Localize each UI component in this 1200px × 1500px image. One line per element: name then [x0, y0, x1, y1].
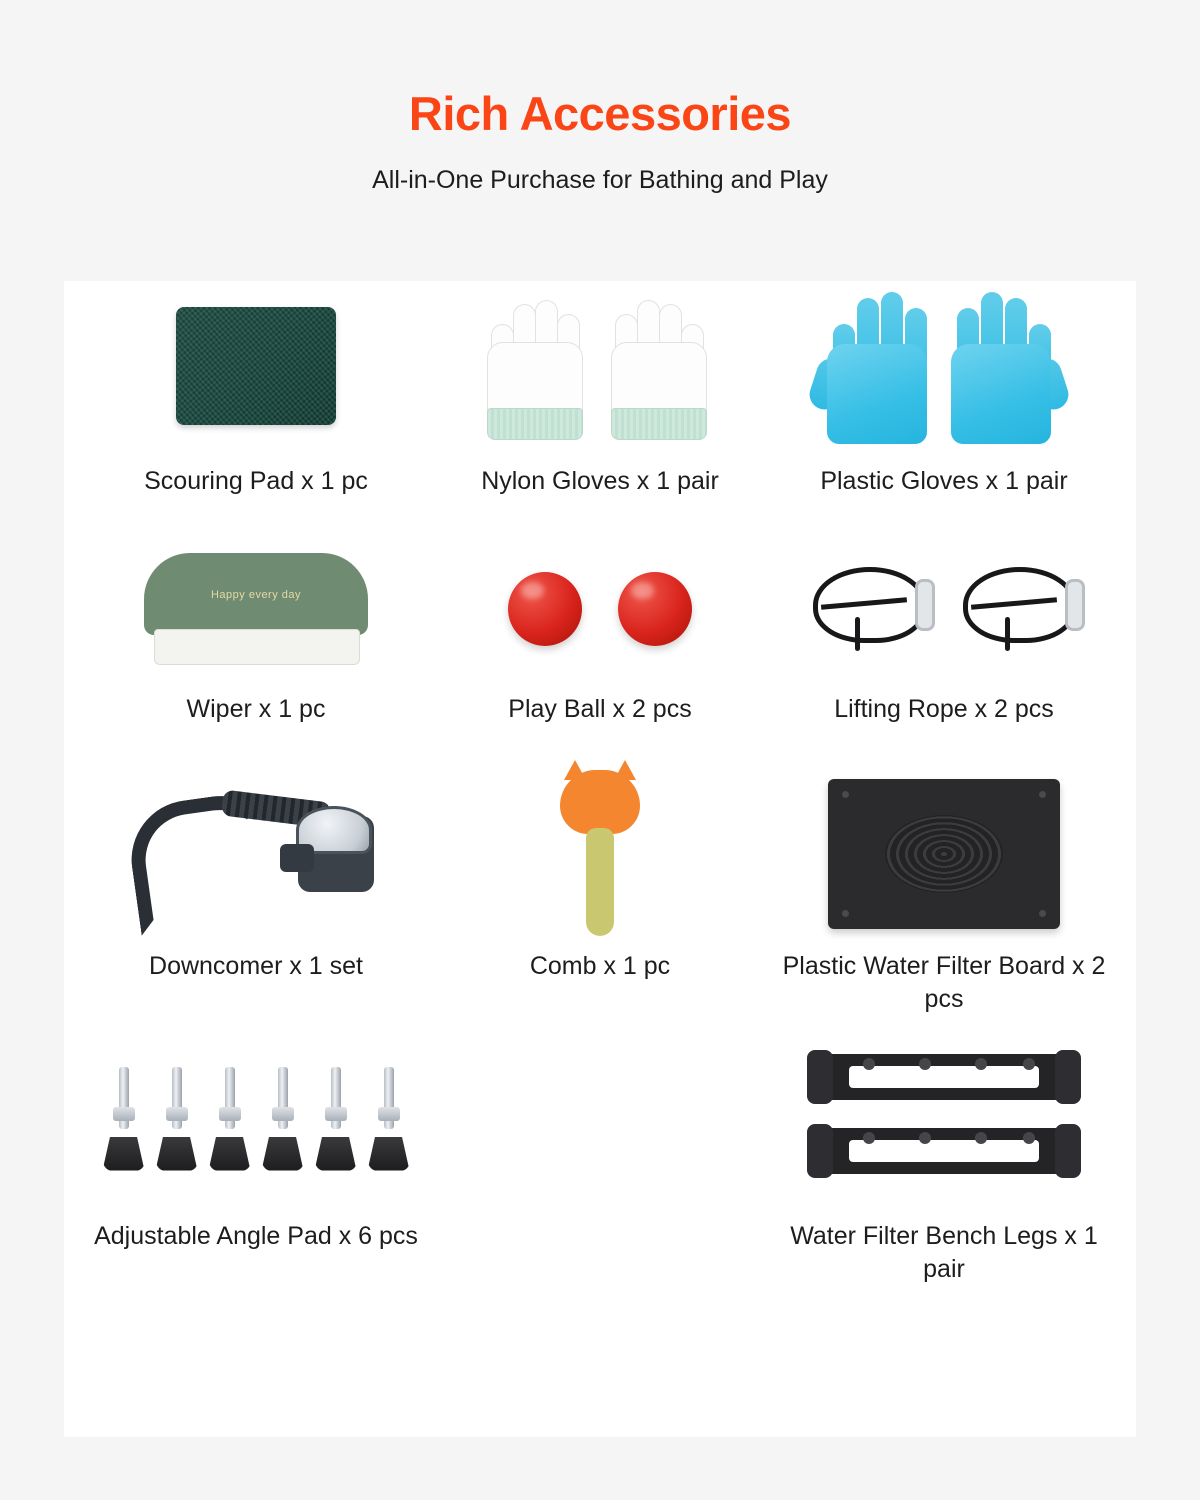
accessory-item-plastic-water-filter-board [772, 771, 1116, 1031]
water-filter-bench-legs-icon [780, 1031, 1108, 1206]
nylon-gloves-icon [436, 281, 764, 451]
lifting-rope-icon [780, 539, 1108, 679]
wiper-engraved-text: Happy every day [210, 589, 302, 601]
accessory-item-water-filter-bench-legs [772, 1031, 1116, 1331]
accessory-row-2 [64, 539, 1136, 771]
page-subtitle: All-in-One Purchase for Bathing and Play [372, 165, 828, 194]
accessory-caption: Play Ball x 2 pcs [508, 695, 692, 723]
page-title: Rich Accessories [408, 87, 792, 140]
accessory-item-wiper [84, 539, 428, 771]
accessory-caption: Water Filter Bench Legs x 1 pair [790, 1222, 1098, 1283]
downcomer-icon [92, 771, 420, 936]
wiper-icon [92, 539, 420, 679]
accessory-caption: Scouring Pad x 1 pc [144, 467, 368, 495]
accessory-item-lifting-rope [772, 539, 1116, 771]
accessory-spacer [428, 1031, 772, 1331]
adjustable-angle-pad-icon [92, 1031, 420, 1206]
accessory-item-nylon-gloves [428, 281, 772, 539]
accessory-row-4 [64, 1031, 1136, 1331]
plastic-gloves-icon [780, 281, 1108, 451]
accessory-caption: Plastic Water Filter Board x 2 pcs [782, 952, 1106, 1013]
accessory-caption: Lifting Rope x 2 pcs [834, 695, 1054, 723]
scouring-pad-icon [92, 281, 420, 451]
accessory-caption: Wiper x 1 pc [186, 695, 326, 723]
accessory-item-plastic-gloves [772, 281, 1116, 539]
accessory-row-1 [64, 281, 1136, 539]
accessory-item-comb [428, 771, 772, 1031]
accessory-item-scouring-pad [84, 281, 428, 539]
plastic-water-filter-board-icon [780, 771, 1108, 936]
accessory-caption: Comb x 1 pc [529, 952, 671, 980]
accessory-item-adjustable-angle-pad [84, 1031, 428, 1331]
accessory-item-play-ball [428, 539, 772, 771]
accessory-caption: Downcomer x 1 set [149, 952, 363, 980]
accessory-caption: Adjustable Angle Pad x 6 pcs [94, 1222, 418, 1250]
comb-icon [436, 771, 764, 936]
play-ball-icon [436, 539, 764, 679]
page-header [0, 0, 1200, 195]
accessory-caption: Nylon Gloves x 1 pair [481, 467, 719, 495]
accessory-caption: Plastic Gloves x 1 pair [820, 467, 1068, 495]
accessory-item-downcomer [84, 771, 428, 1031]
accessories-card [64, 281, 1136, 1437]
accessory-row-3 [64, 771, 1136, 1031]
